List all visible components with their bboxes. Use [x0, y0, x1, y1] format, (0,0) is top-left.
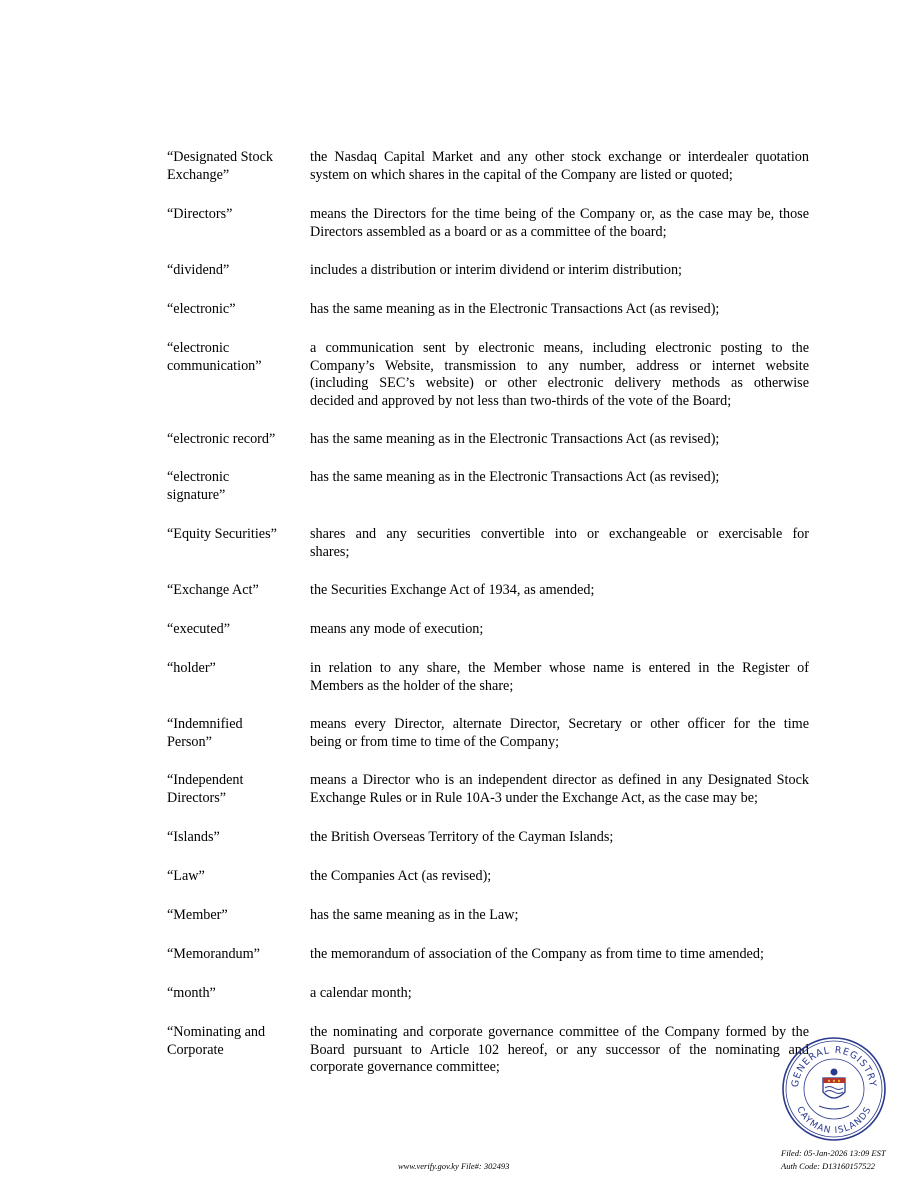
- meaning-line: means the Directors for the time being of the Company or, as the case may be, those: [310, 206, 809, 222]
- definition-meaning: [310, 1024, 809, 1077]
- definition-term: [167, 1024, 310, 1059]
- definition-row: [167, 149, 809, 184]
- term-line: Directors”: [167, 789, 227, 806]
- definition-term: [167, 716, 310, 751]
- definition-meaning: [310, 262, 809, 280]
- term-line: “Equity Securities”: [167, 526, 277, 542]
- meaning-line: a calendar month;: [310, 985, 412, 1001]
- definition-term: [167, 660, 310, 678]
- definition-row: [167, 582, 809, 600]
- term-line: “Law”: [167, 868, 205, 884]
- definition-term: [167, 582, 310, 600]
- definition-term: [167, 262, 310, 280]
- definition-meaning: [310, 829, 809, 847]
- definition-row: [167, 301, 809, 319]
- definition-term: [167, 526, 310, 544]
- term-line: “executed”: [167, 621, 231, 637]
- term-line: “month”: [167, 985, 216, 1001]
- meaning-line: corporate governance committee;: [310, 1059, 500, 1075]
- definition-term: [167, 206, 310, 224]
- definition-term: [167, 829, 310, 847]
- definition-term: [167, 301, 310, 319]
- definition-row: [167, 340, 809, 410]
- meaning-line: has the same meaning as in the Electronic Transactions Act (as revised);: [310, 469, 720, 485]
- definition-row: [167, 907, 809, 925]
- term-line: “Exchange Act”: [167, 582, 259, 598]
- definition-row: [167, 868, 809, 886]
- definition-row: [167, 431, 809, 449]
- definition-term: [167, 868, 310, 886]
- definition-row: [167, 469, 809, 504]
- meaning-line: means every Director, alternate Director, Secretary or other officer for the time: [310, 716, 809, 732]
- term-line: “Independent: [167, 772, 244, 788]
- definition-row: [167, 206, 809, 241]
- definition-term: [167, 772, 310, 807]
- definition-row: [167, 621, 809, 639]
- meaning-line: Company’s Website, transmission to any number, address or internet website: [310, 357, 809, 374]
- meaning-line: shares and any securities convertible into or exchangeable or exercisable for: [310, 526, 809, 542]
- term-line: “dividend”: [167, 262, 230, 278]
- definition-term: [167, 340, 310, 375]
- definition-meaning: [310, 985, 809, 1003]
- auth-code: Auth Code: D13160157522: [781, 1160, 875, 1171]
- definition-meaning: [310, 716, 809, 751]
- meaning-line: system on which shares in the capital of the Company are listed or quoted;: [310, 166, 733, 183]
- definition-term: [167, 907, 310, 925]
- meaning-line: the Securities Exchange Act of 1934, as amended;: [310, 582, 595, 598]
- term-line: communication”: [167, 357, 262, 374]
- term-line: “Memorandum”: [167, 946, 260, 962]
- definition-meaning: [310, 621, 809, 639]
- meaning-line: Directors assembled as a board or as a committee of the board;: [310, 223, 667, 240]
- stamp-bottom-text: CAYMAN ISLANDS: [794, 1105, 874, 1137]
- definition-row: [167, 772, 809, 807]
- term-line: “Directors”: [167, 206, 233, 222]
- filed-timestamp: Filed: 05-Jan-2026 13:09 EST: [781, 1148, 886, 1158]
- term-line: “Indemnified: [167, 716, 243, 732]
- definition-row: [167, 526, 809, 561]
- meaning-line: the Companies Act (as revised);: [310, 868, 492, 884]
- definition-meaning: [310, 582, 809, 600]
- definition-term: [167, 946, 310, 964]
- term-line: “electronic: [167, 340, 230, 356]
- term-line: signature”: [167, 486, 226, 503]
- meaning-line: in relation to any share, the Member whose name is entered in the Register of: [310, 660, 809, 676]
- definition-term: [167, 149, 310, 184]
- meaning-line: means a Director who is an independent director as defined in any Designated Stock: [310, 772, 809, 788]
- meaning-line: has the same meaning as in the Law;: [310, 907, 519, 923]
- meaning-line: a communication sent by electronic means, including electronic posting to the: [310, 340, 809, 356]
- definition-meaning: [310, 206, 809, 241]
- definition-row: [167, 985, 809, 1003]
- term-line: “electronic”: [167, 301, 236, 317]
- definition-row: [167, 716, 809, 751]
- definition-row: [167, 829, 809, 847]
- meaning-line: Board pursuant to Article 102 hereof, or any successor of the nominating and: [310, 1041, 809, 1058]
- definition-meaning: [310, 469, 809, 487]
- definition-meaning: [310, 907, 809, 925]
- meaning-line: has the same meaning as in the Electronic Transactions Act (as revised);: [310, 301, 720, 317]
- term-line: “Designated Stock: [167, 149, 273, 165]
- definition-meaning: [310, 431, 809, 449]
- meaning-line: the British Overseas Territory of the Cayman Islands;: [310, 829, 614, 845]
- stamp-top-text: GENERAL REGISTRY: [789, 1044, 879, 1089]
- meaning-line: the Nasdaq Capital Market and any other stock exchange or interdealer quotation: [310, 149, 809, 165]
- definition-row: [167, 946, 809, 964]
- term-line: “Islands”: [167, 829, 220, 845]
- definition-row: [167, 660, 809, 695]
- filing-info: [781, 1147, 886, 1172]
- term-line: “Nominating and: [167, 1024, 266, 1040]
- definition-meaning: [310, 149, 809, 184]
- definition-meaning: [310, 340, 809, 410]
- definition-meaning: [310, 772, 809, 807]
- definition-row: [167, 262, 809, 280]
- meaning-line: shares;: [310, 543, 350, 560]
- term-line: Exchange”: [167, 166, 230, 183]
- meaning-line: the nominating and corporate governance committee of the Company formed by the: [310, 1024, 809, 1040]
- definition-meaning: [310, 946, 809, 964]
- coat-of-arms-icon: [819, 1069, 849, 1110]
- definition-term: [167, 469, 310, 504]
- definition-meaning: [310, 868, 809, 886]
- meaning-line: the memorandum of association of the Company as from time to time amended;: [310, 946, 764, 962]
- definition-meaning: [310, 660, 809, 695]
- meaning-line: means any mode of execution;: [310, 621, 484, 637]
- verify-file-number: www.verify.gov.ky File#: 302493: [398, 1161, 510, 1171]
- term-line: Person”: [167, 733, 212, 750]
- meaning-line: has the same meaning as in the Electronic Transactions Act (as revised);: [310, 431, 720, 447]
- meaning-line: decided and approved by not less than two-thirds of the vote of the Board;: [310, 392, 732, 409]
- meaning-line: includes a distribution or interim dividend or interim distribution;: [310, 262, 682, 278]
- meaning-line: Members as the holder of the share;: [310, 677, 514, 694]
- term-line: Corporate: [167, 1041, 224, 1058]
- term-line: “electronic: [167, 469, 230, 485]
- definition-term: [167, 621, 310, 639]
- term-line: “electronic record”: [167, 431, 276, 447]
- definition-meaning: [310, 526, 809, 561]
- term-line: “holder”: [167, 660, 216, 676]
- definition-term: [167, 985, 310, 1003]
- meaning-line: (including SEC’s website) or other electronic delivery methods as otherwise: [310, 375, 809, 391]
- definition-term: [167, 431, 310, 449]
- definition-meaning: [310, 301, 809, 319]
- general-registry-stamp: [781, 1036, 887, 1142]
- meaning-line: being or from time to time of the Company;: [310, 733, 560, 750]
- term-line: “Member”: [167, 907, 228, 923]
- definition-row: [167, 1024, 809, 1077]
- meaning-line: Exchange Rules or in Rule 10A-3 under the Exchange Act, as the case may be;: [310, 789, 758, 806]
